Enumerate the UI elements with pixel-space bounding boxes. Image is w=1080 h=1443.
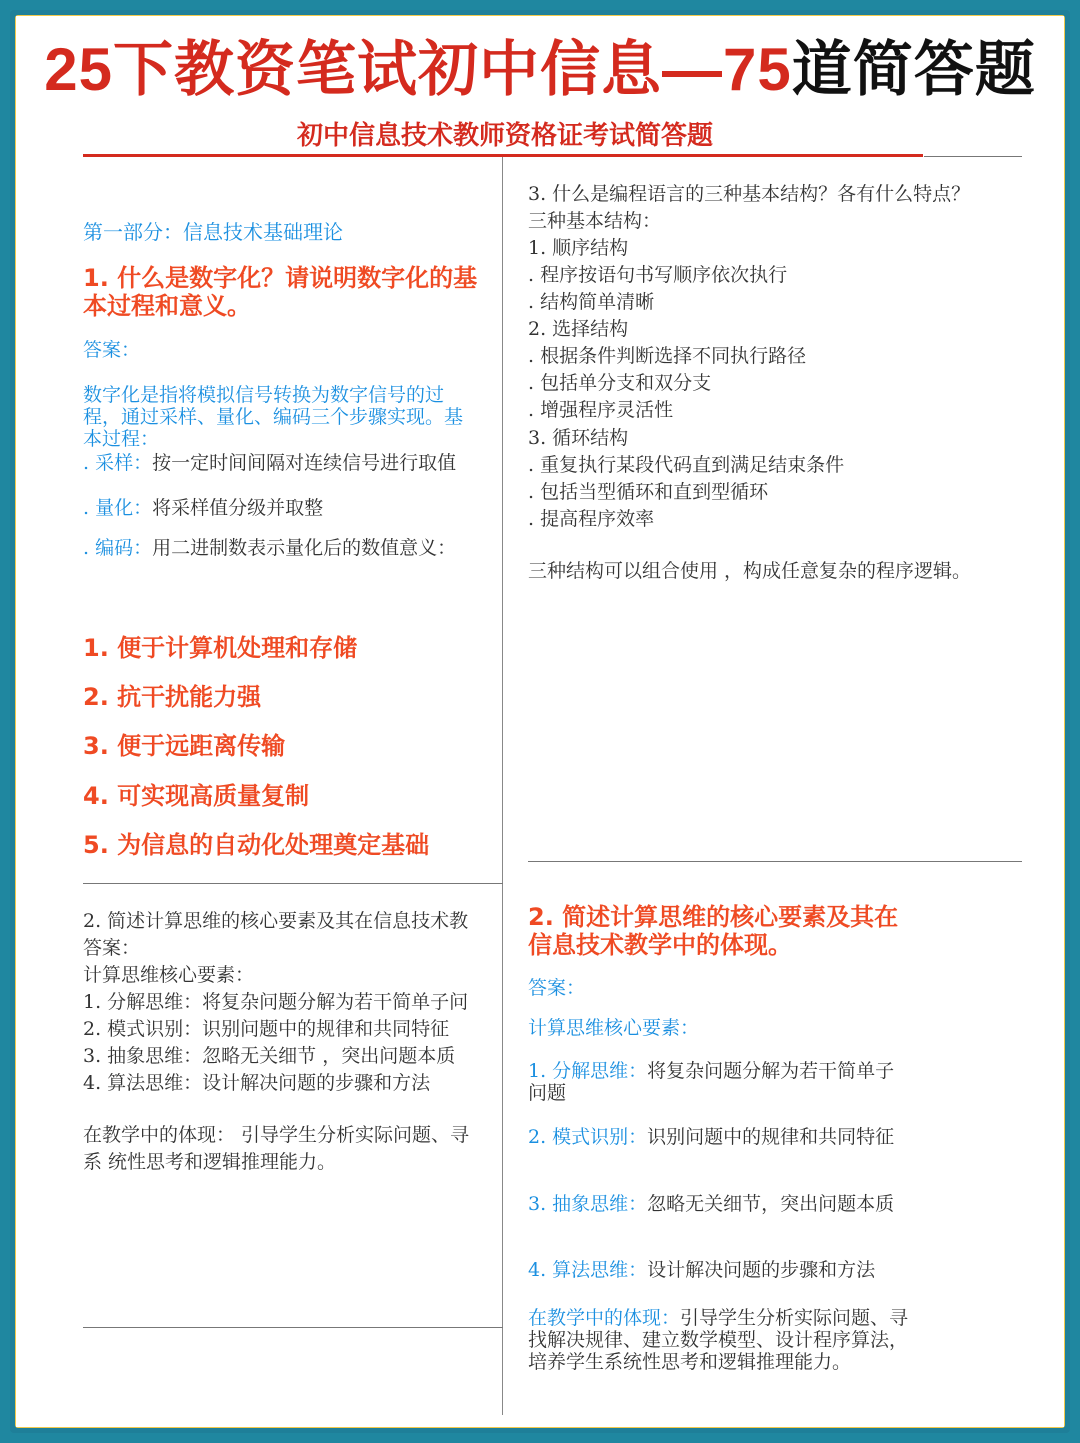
section-heading: 第一部分：信息技术基础理论 (83, 220, 343, 244)
teaching-reflection: 在教学中的体现：引导学生分析实际问题、寻找解决规律、建立数学模型、设计程序算法，培养学生系统性思考和逻辑推理能力。 (528, 1307, 909, 1373)
q3-line: . 重复执行某段代码直到满足结束条件 (528, 454, 845, 476)
divider (528, 861, 1022, 862)
page-title (0, 30, 1080, 110)
answer-label: 答案： (528, 977, 586, 999)
meaning-item: 2. 抗干扰能力强 (83, 683, 262, 711)
q3-line: . 根据条件判断选择不同执行路径 (528, 345, 807, 367)
core-element: 2. 模式识别：识别问题中的规律和共同特征 (528, 1126, 895, 1148)
meaning-item: 3. 便于远距离传输 (83, 732, 286, 760)
q3-line: 三种基本结构： (528, 210, 662, 232)
title-red-part: 25下教资笔试初中信息—75 (44, 36, 792, 103)
divider (83, 883, 503, 884)
step-quantize: . 量化：将采样值分级并取整 (83, 497, 324, 519)
q1-intro: 数字化是指将模拟信号转换为数字信号的过程，通过采样、量化、编码三个步骤实现。基本过程： (83, 384, 464, 450)
page-subtitle: 初中信息技术教师资格证考试简答题 (296, 121, 713, 151)
question-1-title: 1. 什么是数字化？请说明数字化的基本过程和意义。 (83, 264, 478, 320)
q2-line: 2. 模式识别：识别问题中的规律和共同特征 (83, 1018, 450, 1040)
q2-line: 1. 分解思维：将复杂问题分解为若干简单子问 (83, 991, 469, 1013)
answer-label: 答案： (83, 339, 141, 361)
q3-line: . 包括当型循环和直到型循环 (528, 481, 769, 503)
subtitle-underline (83, 154, 923, 157)
core-element: 4. 算法思维：设计解决问题的步骤和方法 (528, 1259, 876, 1281)
divider (924, 156, 1022, 157)
meaning-item: 4. 可实现高质量复制 (83, 782, 310, 810)
q3-line: 1. 顺序结构 (528, 237, 629, 259)
q2-line: 答案： (83, 937, 141, 959)
q3-line: 3. 循环结构 (528, 427, 629, 449)
step-encode: . 编码：用二进制数表示量化后的数值意义： (83, 537, 457, 559)
q2-line: 3. 抽象思维：忽略无关细节 ，突出问题本质 (83, 1045, 456, 1067)
q3-line: 3. 什么是编程语言的三种基本结构？各有什么特点？ (528, 183, 971, 205)
column-divider (502, 157, 503, 1415)
q3-summary: 三种结构可以组合使用 ，构成任意复杂的程序逻辑。 (528, 560, 972, 582)
q3-line: . 包括单分支和双分支 (528, 372, 712, 394)
q2-line: 4. 算法思维：设计解决问题的步骤和方法 (83, 1072, 431, 1094)
title-black-part: 道简答题 (791, 36, 1036, 103)
meaning-item: 5. 为信息的自动化处理奠定基础 (83, 831, 430, 859)
q2-teaching: 系 统性思考和逻辑推理能力。 (83, 1151, 337, 1173)
q2-teaching: 在教学中的体现： 引导学生分析实际问题、寻 (83, 1124, 470, 1146)
core-element: 3. 抽象思维：忽略无关细节，突出问题本质 (528, 1193, 895, 1215)
question-2-title: 2. 简述计算思维的核心要素及其在信息技术教学中的体现。 (528, 903, 899, 959)
q3-line: . 结构简单清晰 (528, 291, 655, 313)
step-sampling: . 采样：按一定时间间隔对连续信号进行取值 (83, 452, 457, 474)
q3-line: 2. 选择结构 (528, 318, 629, 340)
meaning-item: 1. 便于计算机处理和存储 (83, 634, 358, 662)
core-elements-label: 计算思维核心要素： (528, 1017, 700, 1039)
q3-line: . 程序按语句书写顺序依次执行 (528, 264, 788, 286)
q3-line: . 提高程序效率 (528, 508, 655, 530)
divider (83, 1327, 503, 1328)
q3-line: . 增强程序灵活性 (528, 399, 674, 421)
q2-line: 2. 简述计算思维的核心要素及其在信息技术教 (83, 910, 469, 932)
q2-line: 计算思维核心要素： (83, 964, 255, 986)
core-element: 1. 分解思维：将复杂问题分解为若干简单子问题 (528, 1060, 895, 1104)
